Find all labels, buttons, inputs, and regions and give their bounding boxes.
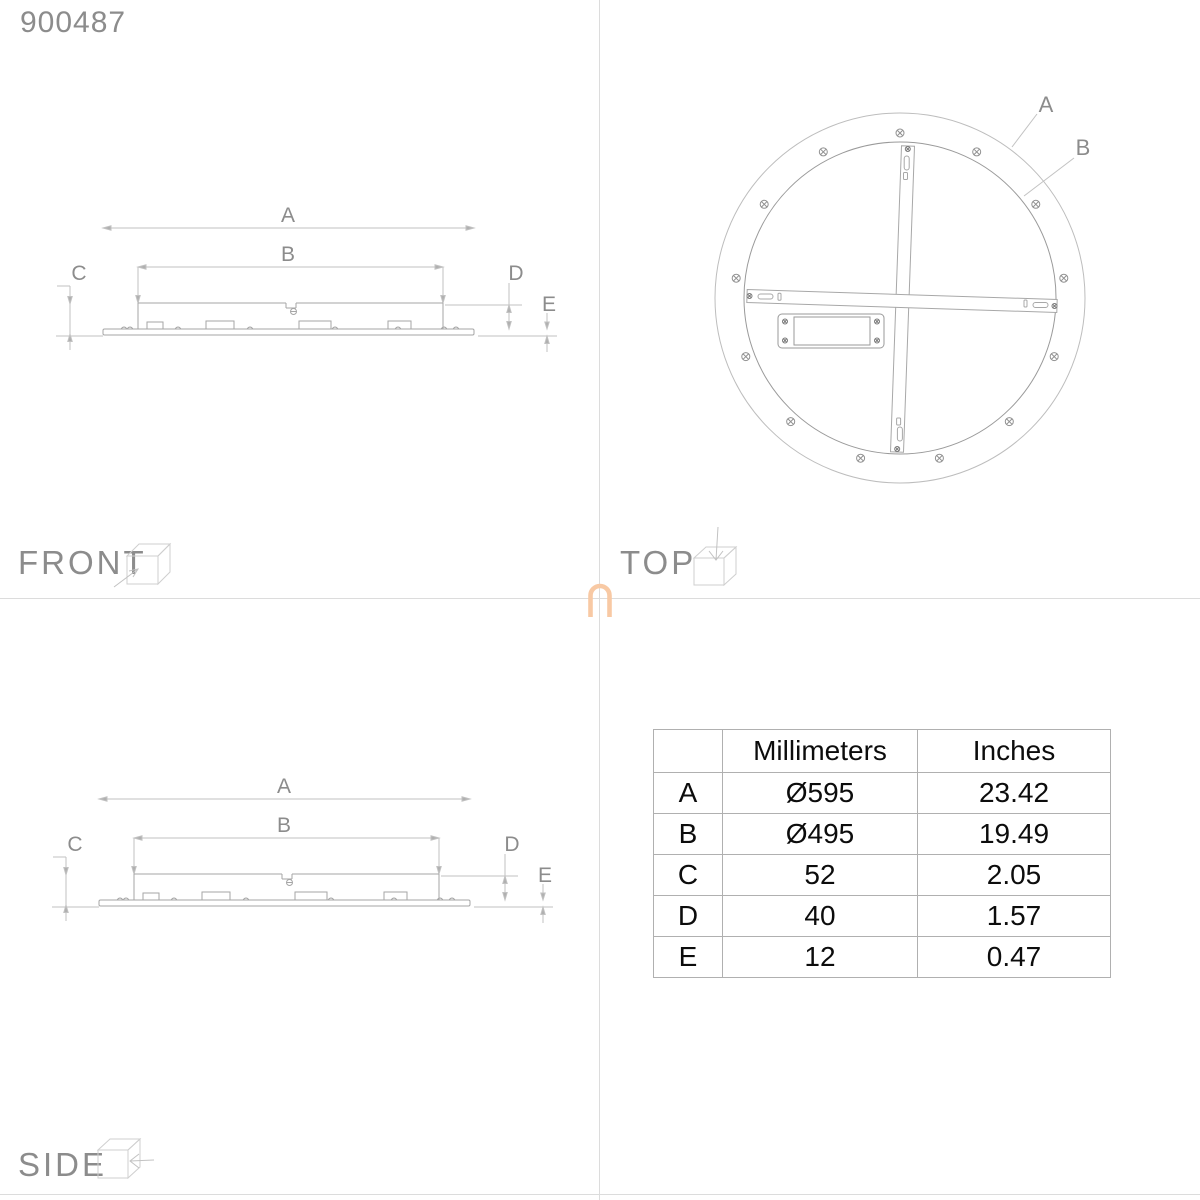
brand-watermark xyxy=(584,578,618,622)
front-dim-a: A xyxy=(280,204,296,227)
dim-inches: 2.05 xyxy=(918,855,1111,896)
dim-key: E xyxy=(654,937,723,978)
side-dim-d: D xyxy=(504,833,520,856)
front-view-cube-icon xyxy=(108,538,178,593)
dim-inches: 1.57 xyxy=(918,896,1111,937)
front-view-drawing xyxy=(56,204,557,352)
front-dim-c: C xyxy=(71,262,87,285)
dim-key: D xyxy=(654,896,723,937)
dim-inches: 0.47 xyxy=(918,937,1111,978)
top-view-label: TOP xyxy=(620,544,697,581)
side-view-drawing xyxy=(52,775,553,923)
header-blank xyxy=(654,730,723,773)
dim-mm: Ø595 xyxy=(723,773,918,814)
header-inches: Inches xyxy=(918,730,1111,773)
front-view-label: FRONT xyxy=(18,544,147,581)
table-row xyxy=(654,937,1111,978)
front-dim-d: D xyxy=(508,262,524,285)
table-header-row xyxy=(654,730,1111,773)
dim-key: A xyxy=(654,773,723,814)
dim-mm: Ø495 xyxy=(723,814,918,855)
top-view-drawing xyxy=(715,92,1090,483)
front-dim-b: B xyxy=(280,243,296,266)
top-dim-b: B xyxy=(1075,135,1091,160)
side-dim-a: A xyxy=(276,775,292,798)
dim-mm: 40 xyxy=(723,896,918,937)
dimensions-table xyxy=(653,729,1111,978)
front-dim-e: E xyxy=(541,293,557,316)
driver-box xyxy=(778,314,884,348)
dim-mm: 12 xyxy=(723,937,918,978)
side-dim-e: E xyxy=(537,864,553,887)
dim-mm: 52 xyxy=(723,855,918,896)
side-dim-c: C xyxy=(67,833,83,856)
table-row xyxy=(654,896,1111,937)
table-row xyxy=(654,773,1111,814)
top-dim-a: A xyxy=(1038,92,1054,117)
header-millimeters: Millimeters xyxy=(723,730,918,773)
dim-key: C xyxy=(654,855,723,896)
table-row xyxy=(654,855,1111,896)
dim-inches: 23.42 xyxy=(918,773,1111,814)
side-view-cube-icon xyxy=(92,1127,162,1187)
top-view-cube-icon xyxy=(684,524,746,590)
dim-key: B xyxy=(654,814,723,855)
side-dim-b: B xyxy=(276,814,292,837)
table-row xyxy=(654,814,1111,855)
article-number: 900487 xyxy=(20,6,127,39)
dim-inches: 19.49 xyxy=(918,814,1111,855)
side-view-label: SIDE xyxy=(18,1146,108,1183)
